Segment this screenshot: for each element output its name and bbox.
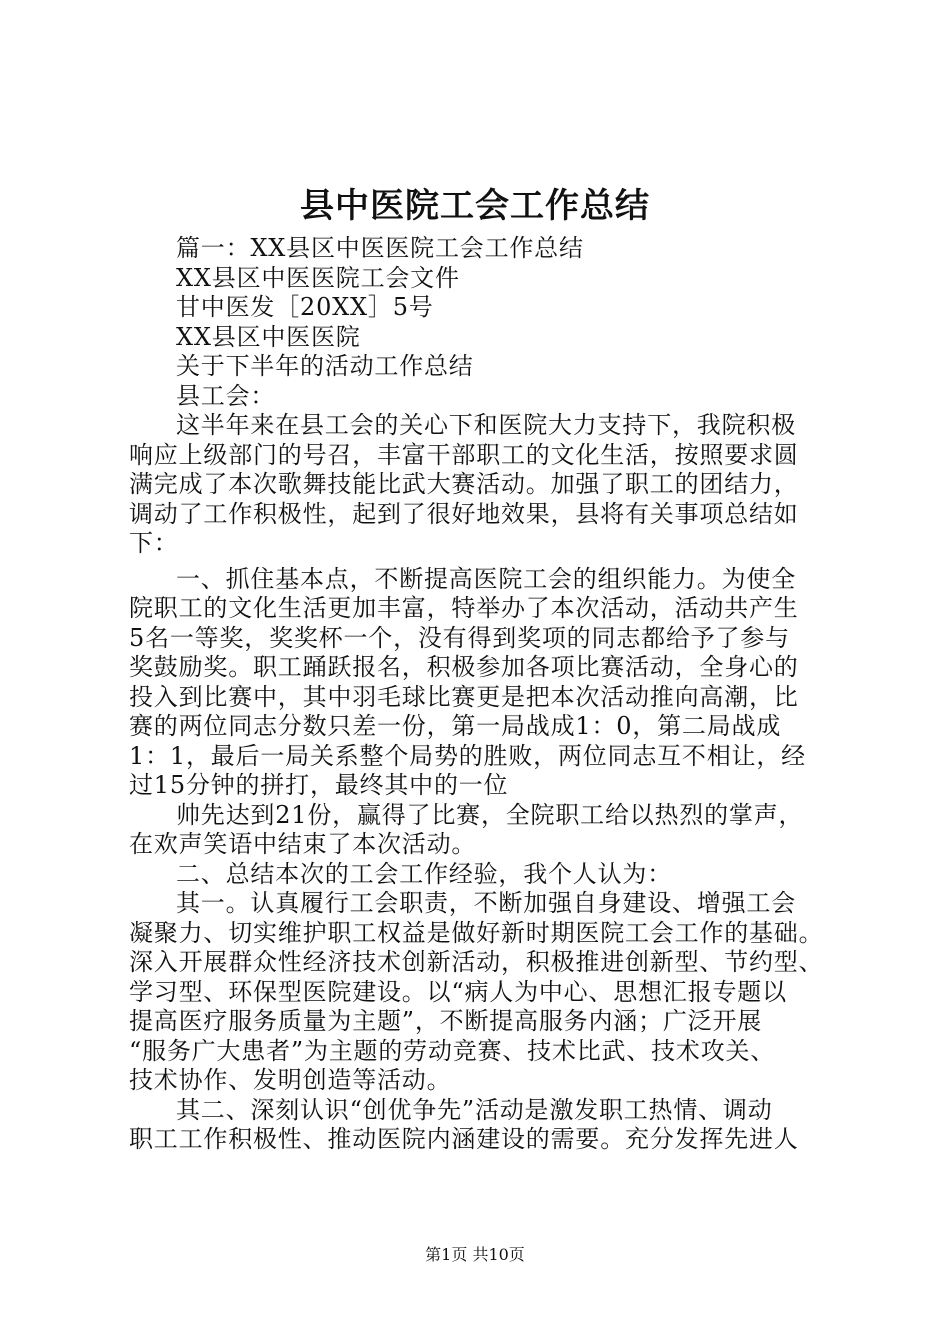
text-line: 提高医疗服务质量为主题”，不断提高服务内涵；广泛开展 [129, 1007, 763, 1035]
text-line: XX县区中医医院工会文件 [176, 263, 460, 292]
text-line: 赛的两位同志分数只差一份，第一局战成1：0，第二局战成 [129, 712, 782, 740]
text-line: 技术协作、发明创造等活动。 [129, 1066, 452, 1094]
text-line: 其二、深刻认识“创优争先”活动是激发职工热情、调动 [176, 1095, 773, 1124]
document-body [129, 234, 835, 1155]
text-line: 响应上级部门的号召，丰富干部职工的文化生活，按照要求圆 [129, 440, 799, 469]
text-line: 篇一：XX县区中医医院工会工作总结 [176, 234, 584, 262]
text-line: 调动了工作积极性，起到了很好地效果，县将有关事项总结如 [129, 499, 799, 528]
text-line: 满完成了本次歌舞技能比武大赛活动。加强了职工的团结力， [129, 470, 799, 498]
text-line: 凝聚力、切实维护职工权益是做好新时期医院工会工作的基础。 [129, 918, 824, 947]
text-line: 关于下半年的活动工作总结 [176, 352, 474, 380]
page-number: 第1页 共10页 [425, 1245, 525, 1264]
text-line: 学习型、环保型医院建设。以“病人为中心、思想汇报专题以 [129, 977, 787, 1006]
text-line: 过15分钟的拼打，最终其中的一位 [129, 771, 509, 799]
text-line: 下： [129, 529, 179, 557]
text-line: 奖鼓励奖。职工踊跃报名，积极参加各项比赛活动，全身心的 [129, 653, 799, 681]
document-title: 县中医院工会工作总结 [300, 186, 650, 226]
text-line: 投入到比赛中，其中羽毛球比赛更是把本次活动推向高潮，比 [129, 682, 799, 711]
text-line: “服务广大患者”为主题的劳动竞赛、技术比武、技术攻关、 [129, 1036, 776, 1065]
text-line: 甘中医发［20XX］5号 [176, 293, 434, 321]
text-line: 这半年来在县工会的关心下和医院大力支持下，我院积极 [176, 411, 796, 439]
text-line: 帅先达到21份，赢得了比赛，全院职工给以热烈的掌声， [176, 800, 804, 829]
text-line: 1：1，最后一局关系整个局势的胜败，两位同志互不相让，经 [129, 741, 806, 770]
text-line: 一、抓住基本点，不断提高医院工会的组织能力。为使全 [176, 564, 796, 593]
text-line: 其一。认真履行工会职责，不断加强自身建设、增强工会 [176, 889, 796, 917]
text-line: 在欢声笑语中结束了本次活动。 [129, 830, 477, 858]
text-line: 5名一等奖，奖奖杯一个，没有得到奖项的同志都给予了参与 [129, 623, 790, 652]
text-line: 二、总结本次的工会工作经验，我个人认为： [176, 859, 672, 888]
text-line: 院职工的文化生活更加丰富，特举办了本次活动，活动共产生 [129, 594, 799, 622]
text-line: XX县区中医医院 [176, 322, 361, 351]
text-line: 县工会： [176, 381, 276, 410]
text-line: 深入开展群众性经济技术创新活动，积极推进创新型、节约型、 [129, 948, 824, 976]
text-line: 职工工作积极性、推动医院内涵建设的需要。充分发挥先进人 [129, 1125, 799, 1153]
